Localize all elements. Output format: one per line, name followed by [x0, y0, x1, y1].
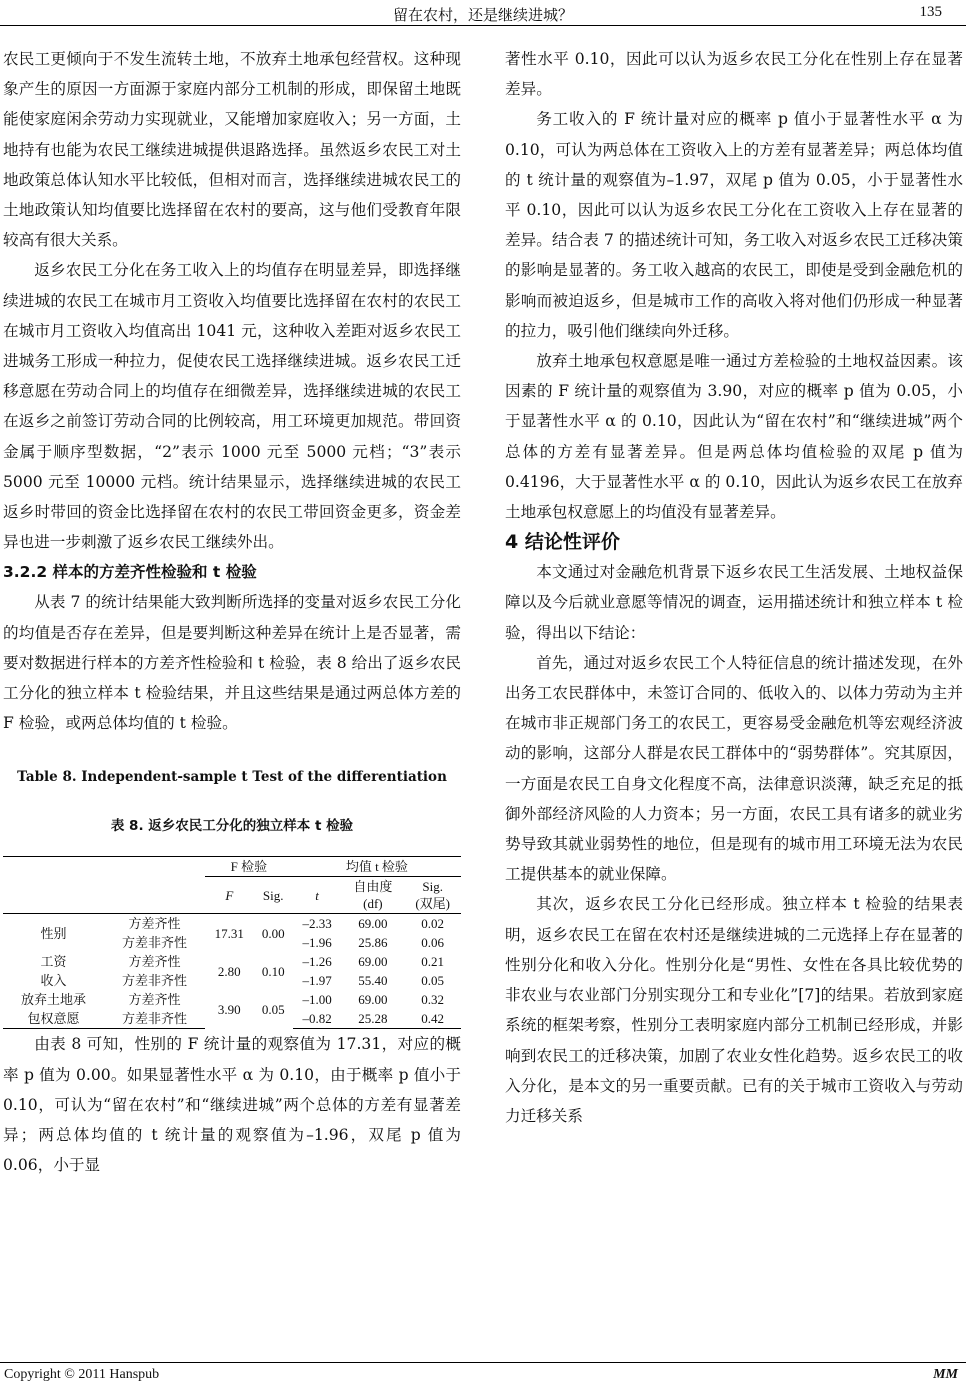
footer-rule [0, 1362, 966, 1363]
t-value: –1.97 [302, 973, 332, 989]
table-row [3, 914, 461, 934]
page-footer [0, 1354, 966, 1386]
df-value: 25.86 [358, 935, 388, 951]
page-header [0, 0, 966, 30]
section-heading-3-2-2: 3.2.2 样本的方差齐性检验和 t 检验 [3, 563, 257, 582]
paragraph: 首先，通过对返乡农民工个人特征信息的统计描述发现，在外出务工农民群体中，未签订合同的、低收入的、以体力劳动为主并在城市非正规部门务工的农民工，更容易受金融危机等宏观经济波动的影响，这部分人群是农民工群体中的“弱势群体”。究其原因，一方面是农民工自身文化程度不高，法律意识淡薄，缺乏充足的抵御外部经济风险的人力资本；另一方面，农民工具有诸多的就业劣势导致其就业弱势性的地位，但是现有的城市用工环境无法为农民工提供基本的就业保障。 [505, 653, 963, 884]
journal-abbrev: MM [933, 1367, 958, 1382]
group-header-t-test: 均值 t 检验 [293, 857, 461, 877]
df-value: 69.00 [358, 954, 388, 970]
t-value: –0.82 [293, 1009, 342, 1029]
table-row [3, 952, 461, 971]
copyright-notice: Copyright © 2011 Hanspub [4, 1367, 160, 1382]
sig-value: 0.00 [261, 925, 285, 941]
header-rule [0, 25, 966, 26]
var-label: 放弃土地承 [20, 992, 86, 1008]
df-value: 55.40 [358, 973, 388, 989]
df-value: 69.00 [358, 916, 388, 932]
table-corner [3, 857, 205, 877]
variance-type: 方差齐性 [128, 954, 181, 970]
paragraph: 本文通过对金融危机背景下返乡农民工生活发展、土地权益保障以及今后就业意愿等情况的调查，运用描述统计和独立样本 t 检验，得出以下结论： [505, 563, 963, 642]
group-header-f-test: F 检验 [205, 857, 293, 877]
paragraph: 农民工更倾向于不发生流转土地，不放弃土地承包经营权。这种现象产生的原因一方面源于家庭内部分工机制的形成，即保留土地既能使家庭闲余劳动力实现就业，又能增加家庭收入；另一方面，土地持有也能为农民工继续进城提供退路选择。虽然返乡农民工对土地政策总体认知水平比较低，但相对而言，选择继续进城农民工的土地政策认知均值要比选择留在农村的要高，这与他们受教育年限较高有很大关系。 [3, 50, 461, 250]
var-label: 性别 [40, 925, 67, 941]
paragraph: 从表 7 的统计结果能大致判断所选择的变量对返乡农民工分化的均值是否存在差异，但是要判断这种差异在统计上是否显著，需要对数据进行样本的方差齐性检验和 t 检验，表 8 给出了返乡农民工分化的独立样本 t 检验结果，并且这些结果是通过两总体方差的 F 检验，或两总体均值的 t 检验。 [3, 593, 461, 733]
paragraph: 其次，返乡农民工分化已经形成。独立样本 t 检验的结果表明，返乡农民工在留在农村还是继续进城的二元选择上存在显著的性别分化和收入分化。性别分化是“男性、女性在各具比较优势的非农业与农业部门分别实现分工和专业化”[7]的结果。若放到家庭系统的框架考察，性别分工表明家庭内部分工机制已经形成，并影响到农民工的迁移决策，加剧了农业女性化趋势。返乡农民工的收入分化，是本文的另一重要贡献。已有的关于城市工资收入与劳动力迁移关系 [505, 895, 963, 1125]
variance-type: 方差非齐性 [121, 935, 187, 951]
df-value: 25.28 [341, 1009, 404, 1029]
table-caption-zh: 表 8. 返乡农民工分化的独立样本 t 检验 [110, 818, 354, 835]
p-value: 0.05 [421, 973, 445, 989]
t-value: –1.26 [302, 954, 332, 970]
variance-type: 方差非齐性 [121, 973, 187, 989]
table-corner [3, 877, 205, 914]
col-header-sig-two-tailed: Sig. (双尾) [404, 877, 461, 914]
paragraph: 由表 8 可知，性别的 F 统计量的观察值为 17.31，对应的概率 p 值为 0.00。如果显著性水平 α 为 0.10，由于概率 p 值小于 0.10，可认为“留在农村”和“继续进城”两个总体的方差有显著差异；两总体均值的 t 统计量的观察值为–1.96，双尾 p 值为 0.06，小于显 [3, 1035, 461, 1175]
col-header-t: t [293, 877, 342, 914]
sig-value: 0.05 [261, 1002, 285, 1018]
sig-value: 0.10 [261, 963, 285, 979]
section-heading-4: 4 结论性评价 [505, 531, 620, 554]
f-value: 2.80 [217, 963, 241, 979]
left-column [3, 44, 461, 1180]
f-value: 17.31 [214, 925, 244, 941]
var-label-cont: 包权意愿 [3, 1009, 104, 1029]
p-value: 0.21 [421, 954, 445, 970]
variance-type: 方差非齐性 [104, 1009, 205, 1029]
paragraph: 返乡农民工分化在务工收入上的均值存在明显差异，即选择继续进城的农民工在城市月工资收入均值要比选择留在农村的农民工在城市月工资收入均值高出 1041 元，这种收入差距对返乡农民工进城务工形成一种拉力，促使农民工选择继续进城。返乡农民工迁移意愿在劳动合同上的均值存在细微差异，选择继续进城的农民工在返乡之前签订劳动合同的比例较高，用工环境更加规范。带回资金属于顺序型数据，“2”表示 1000 元至 5000 元档；“3”表示 5000 元至 10000 元档。统计结果显示，选择继续进城的农民工返乡时带回的资金比选择留在农村的农民工带回资金更多，资金差异也进一步刺激了返乡农民工继续外出。 [3, 261, 461, 552]
var-label-cont: 收入 [40, 973, 67, 989]
col-header-sig: Sig. [254, 877, 293, 914]
right-column [505, 44, 963, 1131]
t-value: –2.33 [302, 916, 332, 932]
paragraph: 放弃土地承包权意愿是唯一通过方差检验的土地权益因素。该因素的 F 统计量的观察值为 3.90，对应的概率 p 值为 0.05，小于显著性水平 α 的 0.10，因此认为“留在农村”和“继续进城”两个总体的方差有显著差异。但是两总体均值检验的双尾 p 值为 0.4196，大于显著性水平 α 的 0.10，因此认为返乡农民工在放弃土地承包权意愿上的均值没有显著差异。 [505, 352, 963, 522]
p-value: 0.06 [421, 935, 445, 951]
running-title: 留在农村，还是继续进城？ [392, 6, 573, 24]
table-8 [3, 856, 461, 1029]
col-header-df: 自由度 (df) [341, 877, 404, 914]
page-number: 135 [919, 4, 942, 20]
t-value: –1.00 [302, 992, 332, 1008]
variance-type: 方差齐性 [128, 916, 181, 932]
f-value: 3.90 [217, 1002, 241, 1018]
p-value: 0.32 [421, 992, 445, 1008]
table-caption-en: Table 8. Independent-sample t Test of the differentiation [17, 769, 447, 786]
table-row [3, 990, 461, 1009]
p-value: 0.42 [404, 1009, 461, 1029]
var-label: 工资 [40, 954, 67, 970]
col-header-f: F [205, 877, 254, 914]
p-value: 0.02 [421, 916, 445, 932]
t-value: –1.96 [302, 935, 332, 951]
df-value: 69.00 [358, 992, 388, 1008]
paragraph: 著性水平 0.10，因此可以认为返乡农民工分化在性别上存在显著差异。 [505, 50, 963, 99]
paragraph: 务工收入的 F 统计量对应的概率 p 值小于显著性水平 α 为 0.10，可认为两总体在工资收入上的方差有显著差异；两总体均值的 t 统计量的观察值为–1.97，双尾 p 值为 0.05，小于显著性水平 0.10，因此可以认为返乡农民工分化在工资收入上存在显著的差异。结合表 7 的描述统计可知，务工收入对返乡农民工迁移决策的影响是显著的。务工收入越高的农民工，即使是受到金融危机的影响而被迫返乡，但是城市工作的高收入将对他们仍形成一种显著的拉力，吸引他们继续向外迁移。 [505, 110, 963, 340]
variance-type: 方差齐性 [128, 992, 181, 1008]
